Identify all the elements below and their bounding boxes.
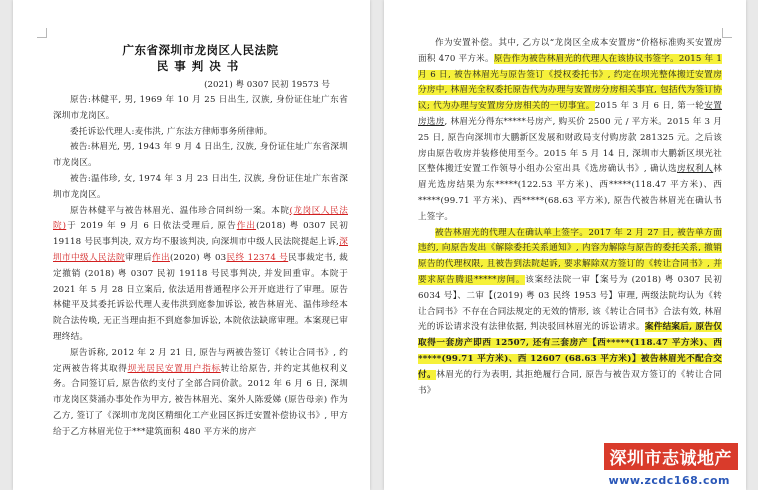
underlined-term-2: 房权利人	[677, 164, 714, 175]
procedure-paragraph: 原告林健平与被告林眉光、温伟珍合同纠纷一案。本院(龙岗区人民法院)于 2019 年 9 月 6 日依法受理后, 原告作出(2018) 粤 0307 民初 19118 号民事判决, 双方均不服该判决, 向深圳市中级人民法院提起上诉,深圳市中级人民法院审理后作出(2020) 粤 03民终 12374 号民事裁定书, 裁定撤销 (2018) 粤 0307 民初 19118 号民事判决, 并发回重审。本院于 2021 年 5 月 28 日立案后, 依法适用普通程序公开开庭进行了审理。原告林健平及其委托诉讼代理人麦伟洪到庭参加诉讼, 被告林眉光、温伟珍经本院合法传唤, 无正当理由拒不到庭参加诉讼, 本院依法缺席审理。本案现已审理终结。	[53, 205, 348, 342]
marked-word: 作出	[236, 221, 257, 232]
court-name-mark-2: 深圳市中级人民法院	[53, 237, 348, 263]
highlight-breach-notice: 2017 年 2 月 27 日, 被告单方面违约, 向原告发出《解除委托关系通知》, 内容为解除与原告的委托关系, 撤销原告的代理权限, 且被告到法院起诉, 要求解除双方签订的《转让合同书》, 并要求原告腾退*****房间。	[418, 227, 722, 285]
breach-paragraph: 被告林眉光的代理人在确认单上签字。2017 年 2 月 27 日, 被告单方面违约, 向原告发出《解除委托关系通知》, 内容为解除与原告的委托关系, 撤销原告的代理权限, 且被告到法院起诉, 要求解除双方签订的《转让合同书》, 并要求原告腾退*****房间。该案经法院一审【案号为 (2018) 粤 0307 民初 6034 号】、二审【(2019) 粤 03 民终 1953 号】审理, 两级法院均认为《转让合同书》不存在合同法规定的无效的情形, 该《转让合同书》合法有效, 林眉光的诉讼请求没有法律依据, 判决驳回林眉光的诉讼请求。案件结案后, 原告仅取得一套房产即西 12507, 还有三套房产【西*****(118.47 平方米)、西*****(99.71 平方米)、西 12607 (68.63 平方米)】被告林眉光不配合交付。林眉光的行为表明, 其拒绝履行合同, 原告与被告双方签订的《转让合同书》	[418, 227, 723, 396]
compensation-paragraph: 作为安置补偿。其中, 乙方以“龙岗区全成本安置房”价格标准购买安置房面积 470 平方米。原告作为被告林眉光的代理人在该协议书签字。2015 年 1 月 6 日, 被告林眉光与原告签订《授权委托书》, 约定在坝光整体搬迁安置房分房中, 林眉光全权委托原告代为办理与安置房分房相关事宜, 包括代为签订协议; 代为办理与安置房分房相关的一切事宜。2015 年 3 月 6 日, 第一轮安置房选房, 林眉光分得东*****号房产, 购买价 2500 元 / 平方米。2015 年 3 月 25 日, 原告向深圳市大鹏新区发展和财政局支付购房款 281325 元。之后该房由原告收房并装修使用至今。2015 年 5 月 14 日, 深圳市大鹏新区坝光社区整体搬迁安置工作领导小组办公室出具《选房确认书》, 确认选房权利人林眉光选房结果为东*****(122.53 平方米)、西*****(118.47 平方米)、西*****(99.71 平方米)、西*****(68.63 平方米), 原告代被告林眉光在确认书上签字。	[418, 38, 723, 222]
party-plaintiff-agent: 委托诉讼代理人:麦伟洪, 广东法方律师事务所律师。	[70, 126, 273, 137]
plaintiff-claim-paragraph: 原告诉称, 2012 年 2 月 21 日, 原告与两被告签订《转让合同书》, 约定两被告将其取得坝光居民安置用户指标转让给原告, 并约定其他权利义务。合同签订后, 原告依约支付了全部合同价款。2012 年 6 月 6 日, 深圳市龙岗区葵涌办事处作为甲方, 被告林眉光、案外人陈爱娣 (原告母亲) 作为乙方, 签订了《深圳市龙岗区精细化工产业园区拆迁安置补偿协议书》, 甲方给于乙方林眉光位于***建筑面积 480 平方米的房产	[53, 347, 348, 437]
page-left-content	[53, 42, 348, 441]
court-name-mark: (龙岗区人民法院)	[53, 205, 348, 232]
case-number: (2021) 粤 0307 民初 19573 号	[204, 80, 330, 90]
marked-word-2: 作出	[151, 252, 170, 263]
underlined-term: 安置房选房	[418, 101, 723, 127]
page-corner-mark	[37, 28, 47, 38]
document-title: 广东省深圳市龙岗区人民法院	[122, 43, 279, 57]
document-subtitle: 民事判决书	[156, 59, 245, 73]
watermark-url: www.zcdc168.com	[608, 474, 730, 487]
party-defendant-1: 被告:林眉光, 男, 1943 年 9 月 4 日出生, 汉族, 身份证住址广东省深圳市龙岗区。	[53, 142, 348, 169]
highlight-undelivered-properties: 案件结案后, 原告仅取得一套房产即西 12507, 还有三套房产【西*****(118.47 平方米)、西*****(99.71 平方米)、西 12607 (68.63 平方米)】被告林眉光不配合交付。	[418, 322, 723, 380]
resettlement-quota-mark: 坝光居民安置用户指标	[127, 363, 221, 374]
party-plaintiff: 原告:林健平, 男, 1969 年 10 月 25 日出生, 汉族, 身份证住址广东省深圳市龙岗区。	[53, 95, 348, 121]
page-corner-mark	[722, 28, 732, 38]
page-right-content	[418, 36, 722, 399]
document-page-right	[384, 0, 746, 490]
party-defendant-2: 被告:温伟珍, 女, 1974 年 3 月 23 日出生, 汉族, 身份证住址广东省深圳市龙岗区。	[53, 173, 348, 200]
highlight-agent-authorization: 原告作为被告林眉光的代理人在该协议书签字。2015 年 1 月 6 日, 被告林眉光与原告签订《授权委托书》, 约定在坝光整体搬迁安置房分房中, 林眉光全权委托原告代为办理与安置房分房相关事宜, 包括代为签订协议; 代为办理与安置房分房相关的一切事宜。	[418, 53, 722, 112]
watermark-logo: 深圳市志诚地产	[604, 443, 739, 470]
highlight-confirmation: 被告林眉光的代理人在确认单上签字。	[435, 227, 589, 238]
document-page-left	[13, 0, 370, 490]
case-number-mark: 民终 12374 号	[226, 252, 289, 263]
